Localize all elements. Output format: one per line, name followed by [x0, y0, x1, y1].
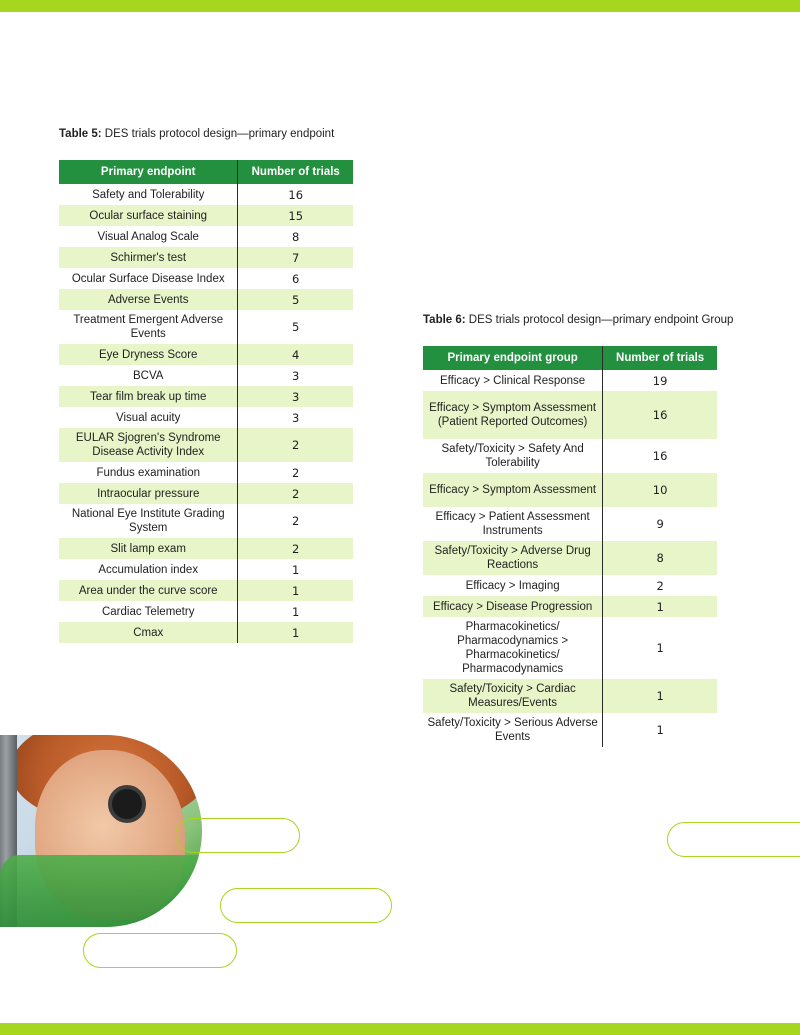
- count-cell: 8: [292, 229, 300, 244]
- endpoint-cell: Tear film break up time: [59, 386, 238, 407]
- count-cell: 2: [238, 483, 353, 504]
- table-row: [423, 507, 717, 541]
- endpoint-cell: Area under the curve score: [59, 580, 238, 601]
- table6-caption-text: DES trials protocol design—primary endpoint Group: [465, 314, 734, 326]
- table-row: [423, 439, 717, 473]
- table-row: [59, 504, 353, 538]
- table6-header-count: Number of trials: [603, 346, 717, 370]
- table6-header-group: Primary endpoint group: [423, 346, 603, 370]
- decorative-pill-outline: [175, 818, 300, 853]
- table-row: [423, 679, 717, 713]
- count-cell: 1: [603, 679, 717, 713]
- table-row: [423, 473, 717, 507]
- table5-caption-label: Table 5:: [59, 128, 102, 140]
- endpoint-cell: Schirmer's test: [59, 247, 238, 268]
- table-row: [423, 541, 717, 575]
- endpoint-cell: Fundus examination: [59, 462, 238, 483]
- count-cell: 3: [238, 386, 353, 407]
- table-row: [59, 559, 353, 580]
- count-cell: 1: [292, 562, 300, 577]
- table-row: [423, 391, 717, 439]
- group-cell: Safety/Toxicity > Serious Adverse Events: [423, 713, 603, 747]
- table-row: [59, 268, 353, 289]
- table-row: [59, 601, 353, 622]
- group-cell: Efficacy > Disease Progression: [423, 596, 603, 617]
- endpoint-cell: Cmax: [59, 622, 238, 643]
- count-cell: 4: [238, 344, 353, 365]
- table-row: [59, 289, 353, 310]
- endpoint-cell: National Eye Institute Grading System: [59, 504, 238, 538]
- table-row: [59, 622, 353, 643]
- endpoint-cell: BCVA: [59, 365, 238, 386]
- table-row: [423, 370, 717, 391]
- endpoint-cell: Ocular surface staining: [59, 205, 238, 226]
- group-cell: Pharmacokinetics/ Pharmacodynamics > Pharmacokinetics/ Pharmacodynamics: [423, 617, 603, 679]
- endpoint-cell: Safety and Tolerability: [59, 184, 238, 205]
- table-row: [423, 713, 717, 747]
- count-cell: 1: [656, 723, 664, 737]
- table-row: [59, 483, 353, 504]
- table5-header-count: Number of trials: [238, 160, 353, 184]
- table-row: [59, 407, 353, 428]
- table5-caption-text: DES trials protocol design—primary endpoint: [101, 128, 335, 140]
- endpoint-cell: EULAR Sjogren's Syndrome Disease Activity Index: [59, 428, 238, 462]
- endpoint-cell: Cardiac Telemetry: [59, 601, 238, 622]
- table6-caption-label: Table 6:: [423, 314, 466, 326]
- table5-primary-endpoint: [59, 160, 353, 643]
- count-cell: 16: [652, 449, 668, 463]
- table6-caption: [423, 314, 733, 326]
- count-cell: 6: [292, 271, 300, 286]
- table-row: [423, 596, 717, 617]
- group-cell: Efficacy > Imaging: [423, 575, 603, 596]
- group-cell: Efficacy > Patient Assessment Instruments: [423, 507, 603, 541]
- group-cell: Efficacy > Symptom Assessment (Patient Reported Outcomes): [423, 391, 603, 439]
- endpoint-cell: Accumulation index: [59, 559, 238, 580]
- group-cell: Efficacy > Symptom Assessment: [423, 473, 603, 507]
- count-cell: 8: [603, 541, 717, 575]
- group-cell: Efficacy > Clinical Response: [423, 370, 603, 391]
- photo-device-base: [0, 855, 200, 927]
- group-cell: Safety/Toxicity > Adverse Drug Reactions: [423, 541, 603, 575]
- table-row: [59, 538, 353, 559]
- table-row: [59, 205, 353, 226]
- count-cell: 16: [288, 187, 304, 202]
- table5-caption: [59, 128, 334, 140]
- table-row: [59, 310, 353, 344]
- count-cell: 10: [603, 473, 717, 507]
- count-cell: 2: [238, 538, 353, 559]
- count-cell: 1: [238, 580, 353, 601]
- table-row: [59, 428, 353, 462]
- endpoint-cell: Adverse Events: [59, 289, 238, 310]
- photo-lens-shape: [108, 785, 146, 823]
- count-cell: 16: [603, 391, 717, 439]
- table5-header-row: [59, 160, 353, 184]
- count-cell: 3: [292, 368, 300, 383]
- count-cell: 1: [292, 604, 300, 619]
- endpoint-cell: Intraocular pressure: [59, 483, 238, 504]
- endpoint-cell: Eye Dryness Score: [59, 344, 238, 365]
- eye-exam-photo: [0, 735, 202, 927]
- count-cell: 2: [238, 428, 353, 462]
- count-cell: 19: [652, 373, 668, 388]
- table6-header-row: [423, 346, 717, 370]
- table5-header-endpoint: Primary endpoint: [59, 160, 238, 184]
- endpoint-cell: Slit lamp exam: [59, 538, 238, 559]
- count-cell: 2: [292, 465, 300, 480]
- count-cell: 2: [292, 514, 300, 528]
- count-cell: 5: [238, 289, 353, 310]
- table-row: [59, 226, 353, 247]
- count-cell: 9: [656, 517, 664, 531]
- table-row: [423, 617, 717, 679]
- count-cell: 2: [656, 578, 664, 593]
- table-row: [59, 184, 353, 205]
- table-row: [59, 580, 353, 601]
- decorative-pill-outline: [83, 933, 237, 968]
- table-row: [59, 462, 353, 483]
- count-cell: 1: [238, 622, 353, 643]
- endpoint-cell: Treatment Emergent Adverse Events: [59, 310, 238, 344]
- endpoint-cell: Visual Analog Scale: [59, 226, 238, 247]
- count-cell: 15: [238, 205, 353, 226]
- bottom-accent-bar: [0, 1023, 800, 1035]
- group-cell: Safety/Toxicity > Cardiac Measures/Events: [423, 679, 603, 713]
- table-row: [59, 365, 353, 386]
- endpoint-cell: Ocular Surface Disease Index: [59, 268, 238, 289]
- table-row: [423, 575, 717, 596]
- decorative-pill-outline: [667, 822, 800, 857]
- count-cell: 5: [292, 320, 300, 334]
- count-cell: 7: [238, 247, 353, 268]
- endpoint-cell: Visual acuity: [59, 407, 238, 428]
- count-cell: 1: [656, 641, 664, 655]
- decorative-pill-outline: [220, 888, 392, 923]
- count-cell: 3: [292, 410, 300, 425]
- table-row: [59, 344, 353, 365]
- table-row: [59, 247, 353, 268]
- top-accent-bar: [0, 0, 800, 12]
- count-cell: 1: [603, 596, 717, 617]
- group-cell: Safety/Toxicity > Safety And Tolerability: [423, 439, 603, 473]
- table6-primary-endpoint-group: [423, 346, 717, 747]
- table-row: [59, 386, 353, 407]
